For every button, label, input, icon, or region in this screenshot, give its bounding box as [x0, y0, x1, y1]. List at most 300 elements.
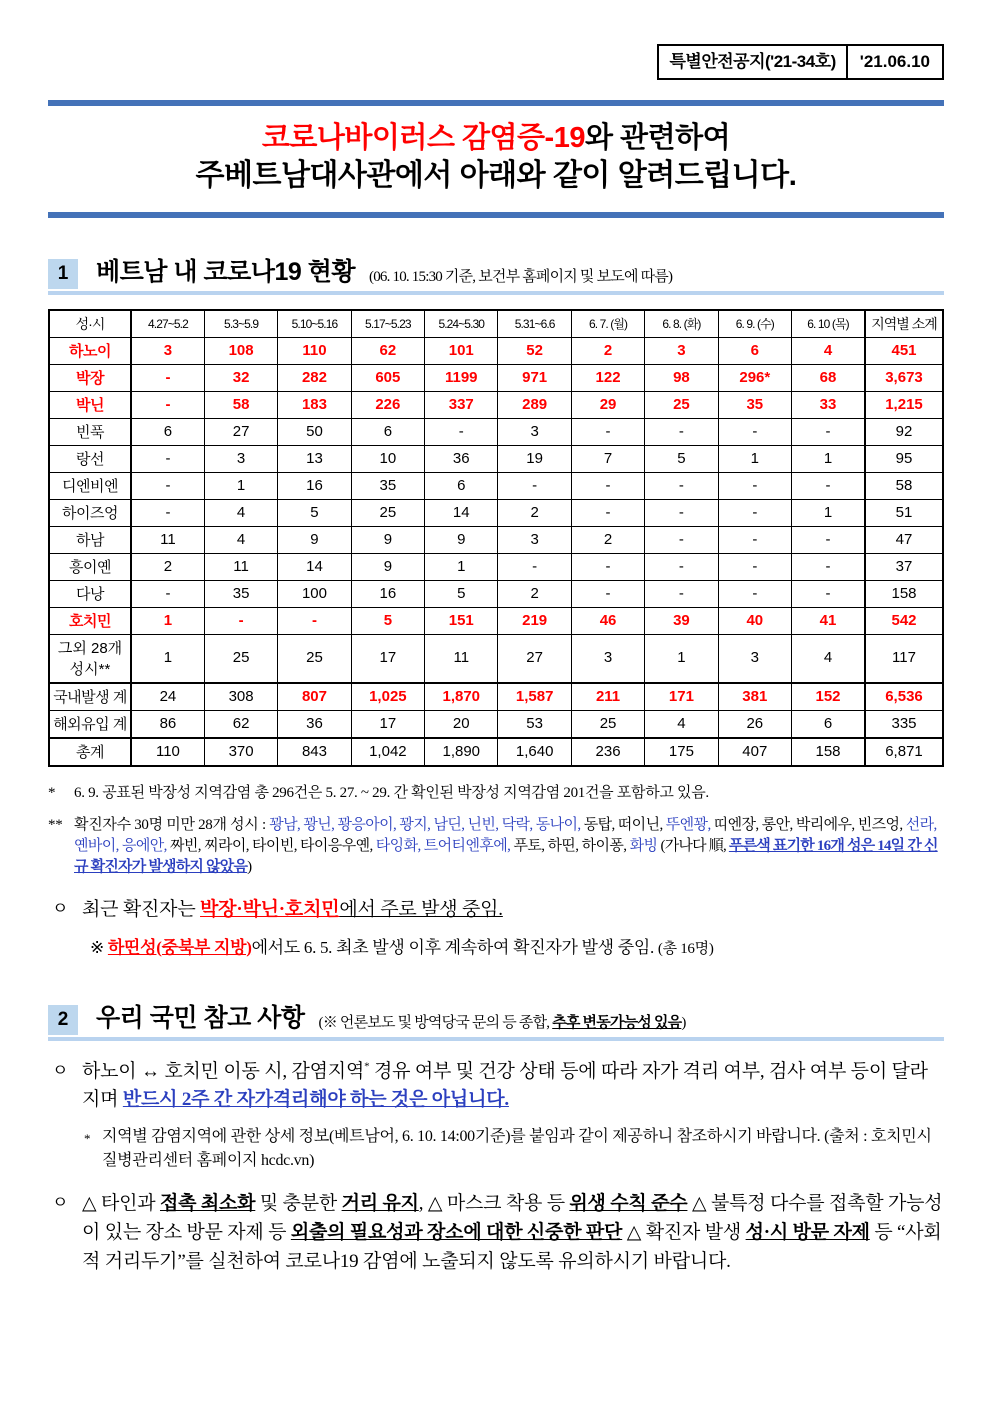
province-name: 찌라이, — [204, 838, 253, 855]
table-cell: 92 — [865, 418, 943, 445]
province-name: 옌바이, — [74, 838, 122, 855]
table-cell: 381 — [718, 683, 791, 711]
section-2-note-close: ) — [681, 1014, 686, 1031]
table-cell: 1 — [792, 499, 865, 526]
table-cell: 3 — [718, 634, 791, 683]
table-cell: - — [571, 418, 644, 445]
table-cell: - — [718, 418, 791, 445]
table-row — [49, 472, 943, 499]
table-cell: 9 — [278, 526, 351, 553]
table-cell: 47 — [865, 526, 943, 553]
table-cell: - — [571, 472, 644, 499]
table-column-header: 5.10~5.16 — [278, 310, 351, 338]
table-row-label: 빈푹 — [49, 418, 131, 445]
table-cell: 451 — [865, 337, 943, 364]
footnote-2-lead: 확진자수 30명 미만 28개 성시 : — [74, 816, 270, 833]
province-name: 트어티엔후에, — [423, 838, 514, 855]
province-name: 응에안, — [121, 838, 170, 855]
table-cell: 86 — [131, 710, 204, 738]
table-cell: 98 — [645, 364, 718, 391]
table-cell: 62 — [204, 710, 277, 738]
table-cell: 1 — [792, 445, 865, 472]
subnote-text: 에서도 6. 5. 최초 발생 이후 계속하여 확진자가 발생 중임. — [251, 937, 654, 957]
bullet-prevention-guidance — [48, 1190, 944, 1277]
table-cell: 35 — [718, 391, 791, 418]
star-note-mark: * — [84, 1131, 91, 1147]
province-name: 하이퐁, — [581, 838, 630, 855]
table-cell: 5 — [425, 580, 498, 607]
table-cell: 14 — [425, 499, 498, 526]
table-column-header: 5.17~5.23 — [351, 310, 424, 338]
table-cell: 4 — [792, 337, 865, 364]
table-cell: - — [131, 445, 204, 472]
table-column-header: 5.3~5.9 — [204, 310, 277, 338]
table-cell: 6 — [792, 710, 865, 738]
table-cell: - — [718, 499, 791, 526]
table-cell: 158 — [865, 580, 943, 607]
table-row-label: 해외유입 계 — [49, 710, 131, 738]
bullet-marker: ㅇ — [52, 898, 69, 918]
table-cell: 6 — [425, 472, 498, 499]
section-2-note-underline: 추후 변동가능성 있음 — [552, 1014, 682, 1031]
footnote-1-mark: * — [48, 784, 56, 801]
table-cell: 51 — [865, 499, 943, 526]
travel-text-1: 하노이 ↔ 호치민 이동 시, 감염지역 — [82, 1060, 365, 1082]
table-cell: 6 — [131, 418, 204, 445]
table-cell: 1,640 — [498, 738, 571, 766]
table-cell: - — [498, 472, 571, 499]
footnote-2-tail-close: ) — [247, 859, 252, 876]
province-name: 박리에우, — [795, 816, 858, 833]
table-cell: 53 — [498, 710, 571, 738]
table-row-label: 하남 — [49, 526, 131, 553]
prevention-text: 및 충분한 — [255, 1193, 342, 1215]
prevention-text: △ 타인과 — [82, 1193, 160, 1215]
table-cell: 1 — [718, 445, 791, 472]
table-cell: 2 — [571, 337, 644, 364]
section-2-title: 우리 국민 참고 사항 — [96, 1003, 305, 1032]
table-row-label: 하노이 — [49, 337, 131, 364]
table-cell: - — [718, 526, 791, 553]
table-cell: 3 — [498, 526, 571, 553]
table-cell: 1,025 — [351, 683, 424, 711]
table-cell: 37 — [865, 553, 943, 580]
table-cell: 13 — [278, 445, 351, 472]
table-cell: 3 — [204, 445, 277, 472]
table-cell: 807 — [278, 683, 351, 711]
table-cell: 1 — [131, 634, 204, 683]
province-name: 남딘, — [433, 816, 468, 833]
table-cell: 236 — [571, 738, 644, 766]
table-row-label: 호치민 — [49, 607, 131, 634]
section-2-note — [319, 1011, 686, 1035]
table-cell: 16 — [278, 472, 351, 499]
table-cell: - — [278, 607, 351, 634]
table-cell: 3 — [498, 418, 571, 445]
table-cell: 14 — [278, 553, 351, 580]
title-line-1 — [48, 120, 944, 157]
table-cell: - — [645, 472, 718, 499]
table-row-label: 흥이옌 — [49, 553, 131, 580]
footnote-2-tail-underline: 푸른색 표기한 16개 성은 14일 간 신규 확진자가 발생하지 않았음 — [74, 838, 938, 876]
table-cell: - — [792, 580, 865, 607]
table-cell: 1199 — [425, 364, 498, 391]
table-cell: 308 — [204, 683, 277, 711]
prevention-text: , △ 마스크 착용 등 — [418, 1193, 570, 1215]
table-cell: - — [718, 472, 791, 499]
table-column-header: 5.24~5.30 — [425, 310, 498, 338]
table-cell: 25 — [571, 710, 644, 738]
table-cell: 1 — [645, 634, 718, 683]
prevention-text: △ 확진자 발생 — [622, 1222, 746, 1244]
bullet-1-subnote — [90, 933, 944, 958]
bullet-marker-2: ㅇ — [52, 1060, 69, 1080]
prevention-keyword: 외출의 필요성과 장소에 대한 신중한 판단 — [290, 1222, 623, 1244]
table-cell: - — [645, 499, 718, 526]
table-row — [49, 738, 943, 766]
table-cell: - — [645, 553, 718, 580]
table-cell: - — [645, 580, 718, 607]
table-cell: 4 — [645, 710, 718, 738]
table-cell: - — [571, 499, 644, 526]
table-cell: 289 — [498, 391, 571, 418]
table-column-header: 6. 10 (목) — [792, 310, 865, 338]
footnote-1-text: 6. 9. 공표된 박장성 지역감염 총 296건은 5. 27. ~ 29. 간 확인된 박장성 지역감염 201건을 포함하고 있음. — [74, 784, 709, 801]
table-row — [49, 499, 943, 526]
table-cell: - — [718, 580, 791, 607]
table-cell: 183 — [278, 391, 351, 418]
table-row — [49, 683, 943, 711]
table-row — [49, 445, 943, 472]
table-cell: 9 — [425, 526, 498, 553]
table-cell: 25 — [278, 634, 351, 683]
table-cell: 16 — [351, 580, 424, 607]
table-cell: 3 — [131, 337, 204, 364]
table-cell: 40 — [718, 607, 791, 634]
table-cell: 542 — [865, 607, 943, 634]
table-column-header: 6. 8. (화) — [645, 310, 718, 338]
subnote-mark: ※ — [90, 937, 108, 957]
province-name: 떠이닌, — [617, 816, 666, 833]
table-cell: 11 — [204, 553, 277, 580]
province-name: 빈즈엉, — [857, 816, 906, 833]
table-cell: - — [131, 499, 204, 526]
table-column-header: 4.27~5.2 — [131, 310, 204, 338]
province-name: 선라, — [905, 816, 937, 833]
table-cell: 110 — [278, 337, 351, 364]
table-row — [49, 580, 943, 607]
table-cell: 68 — [792, 364, 865, 391]
prevention-keyword: 접촉 최소화 — [159, 1193, 256, 1215]
province-name: 닥락, — [501, 816, 536, 833]
table-cell: 158 — [792, 738, 865, 766]
document-header — [48, 0, 944, 80]
table-row-label: 박닌 — [49, 391, 131, 418]
table-cell: 211 — [571, 683, 644, 711]
table-cell: 1,587 — [498, 683, 571, 711]
table-cell: 25 — [645, 391, 718, 418]
table-cell: - — [131, 391, 204, 418]
table-cell: - — [425, 418, 498, 445]
title-line-2: 주베트남대사관에서 아래와 같이 알려드립니다. — [195, 159, 797, 193]
table-row — [49, 418, 943, 445]
province-name: 푸토, — [513, 838, 548, 855]
covid-statistics-table — [48, 309, 944, 767]
table-cell: - — [792, 472, 865, 499]
table-cell: 52 — [498, 337, 571, 364]
title-block — [48, 100, 944, 218]
table-cell: 1,215 — [865, 391, 943, 418]
table-cell: 19 — [498, 445, 571, 472]
table-cell: 3,673 — [865, 364, 943, 391]
table-cell: - — [498, 553, 571, 580]
table-cell: 39 — [645, 607, 718, 634]
table-cell: - — [645, 418, 718, 445]
table-cell: - — [131, 472, 204, 499]
footnote-2 — [48, 815, 944, 879]
table-cell: 36 — [278, 710, 351, 738]
table-cell: 6,871 — [865, 738, 943, 766]
table-cell: 32 — [204, 364, 277, 391]
table-cell: 843 — [278, 738, 351, 766]
section-1-number: 1 — [48, 259, 78, 289]
section-2-note-pre: (※ 언론보도 및 방역당국 문의 등 종합, — [318, 1014, 553, 1031]
table-cell: 35 — [351, 472, 424, 499]
province-name: 꽝지, — [399, 816, 434, 833]
table-body — [49, 337, 943, 766]
table-row-label: 그외 28개 성시** — [49, 634, 131, 683]
title-red-text: 코로나바이러스 감염증-19 — [261, 122, 585, 154]
table-cell: 122 — [571, 364, 644, 391]
table-row — [49, 710, 943, 738]
table-row — [49, 607, 943, 634]
bullet-travel-text — [82, 1058, 944, 1116]
table-cell: 6 — [718, 337, 791, 364]
table-cell: 108 — [204, 337, 277, 364]
table-cell: - — [792, 418, 865, 445]
footnote-superscript: * — [364, 1060, 370, 1073]
table-cell: 62 — [351, 337, 424, 364]
prevention-text: △ 불특정 다수를 접촉할 가능성이 있는 장소 방문 자제 등 — [82, 1193, 943, 1244]
province-name: 꽝응아이, — [337, 816, 400, 833]
table-cell: - — [718, 553, 791, 580]
table-column-header: 6. 7. (월) — [571, 310, 644, 338]
table-cell: - — [645, 526, 718, 553]
province-name: 짜빈, — [169, 838, 205, 855]
table-cell: 17 — [351, 710, 424, 738]
table-cell: 4 — [792, 634, 865, 683]
table-cell: 58 — [204, 391, 277, 418]
province-name: 꽝닌, — [303, 816, 338, 833]
table-cell: 1,870 — [425, 683, 498, 711]
table-cell: 36 — [425, 445, 498, 472]
province-name: 동탑, — [583, 816, 618, 833]
subnote-count: (총 16명) — [657, 940, 714, 957]
table-row — [49, 526, 943, 553]
table-cell: 5 — [278, 499, 351, 526]
prevention-keyword: 성·시 방문 자제 — [745, 1222, 870, 1244]
table-cell: - — [131, 364, 204, 391]
table-column-header: 지역별 소계 — [865, 310, 943, 338]
footnote-1 — [48, 783, 944, 804]
travel-highlight: 반드시 2주 간 자가격리해야 하는 것은 아닙니다. — [122, 1089, 509, 1111]
footnote-2-tail-plain: (가나다 順, — [660, 838, 729, 855]
table-row-label: 랑선 — [49, 445, 131, 472]
stamp-date: '21.06.10 — [846, 46, 942, 78]
bullet-recent-cases — [48, 896, 944, 925]
table-cell: 9 — [351, 553, 424, 580]
table-cell: 100 — [278, 580, 351, 607]
table-cell: 50 — [278, 418, 351, 445]
table-cell: 2 — [131, 553, 204, 580]
table-cell: 3 — [645, 337, 718, 364]
table-cell: 7 — [571, 445, 644, 472]
table-column-header: 성·시 — [49, 310, 131, 338]
table-cell: 58 — [865, 472, 943, 499]
table-cell: - — [571, 553, 644, 580]
notice-stamp — [657, 44, 944, 80]
province-name: 닌빈, — [467, 816, 502, 833]
table-cell: 33 — [792, 391, 865, 418]
table-cell: 10 — [351, 445, 424, 472]
province-name: 꽝남, — [269, 816, 304, 833]
table-cell: 25 — [204, 634, 277, 683]
table-cell: 1 — [204, 472, 277, 499]
table-cell: 3 — [571, 634, 644, 683]
table-cell: 27 — [498, 634, 571, 683]
table-cell: 20 — [425, 710, 498, 738]
table-cell: 335 — [865, 710, 943, 738]
table-header-row — [49, 310, 943, 338]
table-cell: 151 — [425, 607, 498, 634]
prevention-keyword: 위생 수칙 준수 — [569, 1193, 688, 1215]
section-2-number: 2 — [48, 1005, 78, 1035]
table-cell: 2 — [498, 580, 571, 607]
bullet-marker-3: ㅇ — [52, 1193, 69, 1213]
stamp-label: 특별안전공지('21-34호) — [669, 52, 836, 71]
province-name: 화빙 — [629, 838, 661, 855]
table-cell: 26 — [718, 710, 791, 738]
table-cell: 2 — [571, 526, 644, 553]
table-cell: - — [792, 553, 865, 580]
table-cell: 407 — [718, 738, 791, 766]
section-1-title: 베트남 내 코로나19 현황 — [96, 257, 355, 286]
table-row — [49, 553, 943, 580]
table-cell: 24 — [131, 683, 204, 711]
table-row-label: 하이즈엉 — [49, 499, 131, 526]
table-cell: 296* — [718, 364, 791, 391]
bullet-1-post: 에서 주로 발생 중임. — [339, 898, 503, 920]
subnote-highlight: 하띤성(중북부 지방) — [107, 937, 252, 957]
bullet-1-highlight: 박장·박닌·호치민 — [200, 898, 340, 920]
travel-text-2: 경유 여부 및 건강 상태 등에 따라 자가 격리 여부, 검사 여부 등이 달라지며 — [82, 1060, 928, 1111]
bullet-travel-guidance — [48, 1058, 944, 1116]
table-cell: 1 — [131, 607, 204, 634]
table-row — [49, 364, 943, 391]
table-row — [49, 634, 943, 683]
table-cell: 17 — [351, 634, 424, 683]
table-cell: 41 — [792, 607, 865, 634]
table-cell: 605 — [351, 364, 424, 391]
footnote-2-mark: ** — [48, 816, 63, 833]
table-row-label: 디엔비엔 — [49, 472, 131, 499]
table-cell: 5 — [351, 607, 424, 634]
table-cell: - — [131, 580, 204, 607]
table-cell: 337 — [425, 391, 498, 418]
table-row-label: 박장 — [49, 364, 131, 391]
table-cell: 101 — [425, 337, 498, 364]
table-row-label: 국내발생 계 — [49, 683, 131, 711]
table-cell: - — [204, 607, 277, 634]
table-cell: 6 — [351, 418, 424, 445]
section-1-note: (06. 10. 15:30 기준, 보건부 홈페이지 및 보도에 따름) — [369, 268, 673, 285]
table-cell: 35 — [204, 580, 277, 607]
bullet-prevention-text — [82, 1190, 944, 1277]
table-cell: 11 — [131, 526, 204, 553]
table-cell: 226 — [351, 391, 424, 418]
footnote-2-text — [74, 815, 944, 879]
prevention-keyword: 거리 유지 — [341, 1193, 419, 1215]
province-name: 하띤, — [547, 838, 582, 855]
province-name: 뚜엔꽝, — [665, 816, 714, 833]
table-cell: - — [571, 580, 644, 607]
province-name: 타이응우옌, — [300, 838, 376, 855]
table-column-header: 6. 9. (수) — [718, 310, 791, 338]
table-cell: 27 — [204, 418, 277, 445]
title-line-1-rest: 와 관련하여 — [584, 122, 731, 154]
table-cell: 4 — [204, 499, 277, 526]
table-cell: 29 — [571, 391, 644, 418]
section-2-heading — [48, 998, 944, 1041]
table-row-label: 총계 — [49, 738, 131, 766]
table-cell: 110 — [131, 738, 204, 766]
table-row-label: 다낭 — [49, 580, 131, 607]
table-cell: 5 — [645, 445, 718, 472]
province-name: 타이빈, — [252, 838, 301, 855]
bullet-recent-cases-text — [82, 896, 944, 925]
table-column-header: 5.31~6.6 — [498, 310, 571, 338]
table-cell: 25 — [351, 499, 424, 526]
table-cell: 95 — [865, 445, 943, 472]
table-cell: 9 — [351, 526, 424, 553]
table-cell: 117 — [865, 634, 943, 683]
province-name: 동나이, — [535, 816, 584, 833]
table-row — [49, 337, 943, 364]
table-cell: 4 — [204, 526, 277, 553]
table-cell: 1 — [425, 553, 498, 580]
section-1-heading — [48, 252, 944, 295]
table-row — [49, 391, 943, 418]
prevention-text: 등 “사회적 거리두기”를 실천하여 코로나19 감염에 노출되지 않도록 유의하시기 바랍니다. — [82, 1222, 942, 1273]
table-cell: 971 — [498, 364, 571, 391]
province-name: 타잉화, — [375, 838, 424, 855]
bullet-1-pre: 최근 확진자는 — [82, 898, 201, 920]
table-cell: 171 — [645, 683, 718, 711]
table-cell: 370 — [204, 738, 277, 766]
table-cell: 6,536 — [865, 683, 943, 711]
table-footnotes — [48, 783, 944, 879]
table-cell: 152 — [792, 683, 865, 711]
table-cell: 1,042 — [351, 738, 424, 766]
travel-star-note — [84, 1125, 944, 1173]
province-name: 롱안, — [761, 816, 796, 833]
star-note-text: 지역별 감염지역에 관한 상세 정보(베트남어, 6. 10. 14:00기준)를 붙임과 같이 제공하니 참조하시기 바랍니다. (출처 : 호치민시 질병관리센터 홈페이지 hcdc.vn) — [102, 1128, 932, 1170]
table-cell: 11 — [425, 634, 498, 683]
table-cell: 1,890 — [425, 738, 498, 766]
table-cell: 46 — [571, 607, 644, 634]
table-cell: 2 — [498, 499, 571, 526]
table-cell: 282 — [278, 364, 351, 391]
